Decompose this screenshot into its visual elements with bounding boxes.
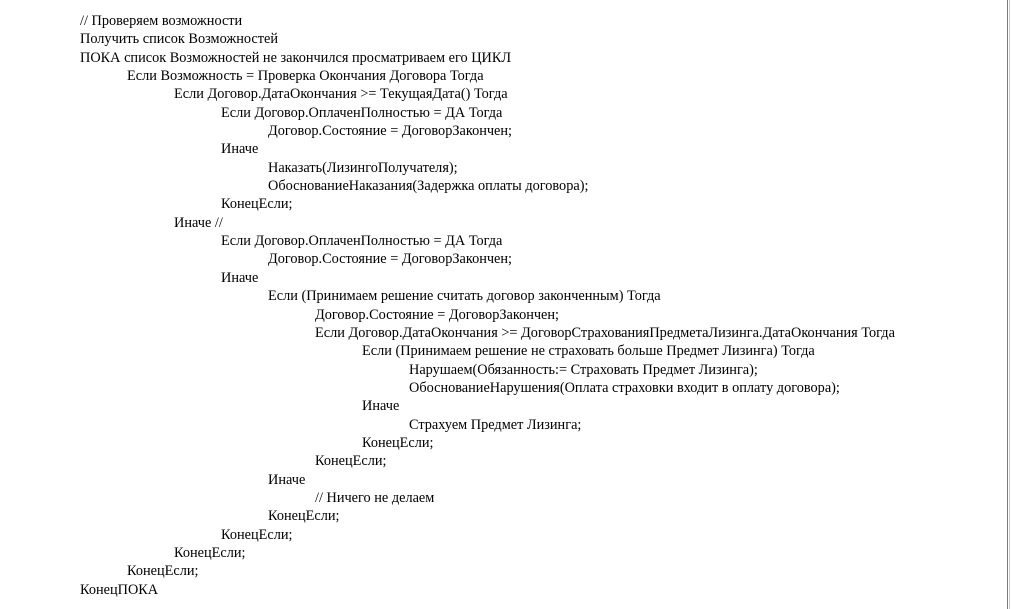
code-line: Иначе: [268, 471, 306, 488]
code-line: Иначе: [362, 398, 400, 415]
code-line: КонецЕсли;: [362, 434, 434, 451]
code-line: Договор.Состояние = ДоговорЗакончен;: [315, 306, 560, 323]
page-edge-shadow: [1007, 0, 1008, 609]
code-line: Иначе //: [174, 214, 223, 231]
code-line: Если (Принимаем решение не страховать больше Предмет Лизинга) Тогда: [362, 343, 815, 360]
code-line: ПОКА список Возможностей не закончился просматриваем его ЦИКЛ: [80, 49, 512, 66]
code-line: КонецЕсли;: [174, 544, 246, 561]
code-line: Иначе: [221, 269, 259, 286]
code-line: Если (Принимаем решение считать договор законченным) Тогда: [268, 288, 661, 305]
pseudocode-block: [80, 12, 895, 599]
code-line: Если Договор.ДатаОкончания >= ТекущаяДата() Тогда: [174, 86, 508, 103]
code-line: Договор.Состояние = ДоговорЗакончен;: [268, 123, 513, 140]
code-line: Договор.Состояние = ДоговорЗакончен;: [268, 251, 513, 268]
code-line: Если Договор.ОплаченПолностью = ДА Тогда: [221, 233, 503, 250]
code-line: Если Договор.ДатаОкончания >= ДоговорСтрахованияПредметаЛизинга.ДатаОкончания Тогда: [315, 324, 895, 341]
page-edge-highlight: [1009, 0, 1010, 609]
code-line: ОбоснованиеНаказания(Задержка оплаты договора);: [268, 178, 589, 195]
code-line: Наказать(ЛизингоПолучателя);: [268, 159, 458, 176]
code-line: КонецЕсли;: [127, 563, 199, 580]
code-line: Получить список Возможностей: [80, 31, 279, 48]
code-line: Если Возможность = Проверка Окончания Договора Тогда: [127, 68, 484, 85]
code-line: КонецЕсли;: [315, 453, 387, 470]
code-line: Нарушаем(Обязанность:= Страховать Предмет Лизинга);: [409, 361, 758, 378]
code-line: КонецПОКА: [80, 581, 159, 598]
code-line: // Ничего не делаем: [315, 489, 435, 506]
code-line: // Проверяем возможности: [80, 13, 243, 29]
code-line: Иначе: [221, 141, 259, 158]
code-line: КонецЕсли;: [268, 508, 340, 525]
code-line: КонецЕсли;: [221, 526, 293, 543]
code-line: Если Договор.ОплаченПолностью = ДА Тогда: [221, 104, 503, 121]
code-line: ОбоснованиеНарушения(Оплата страховки входит в оплату договора);: [409, 379, 840, 396]
code-line: КонецЕсли;: [221, 196, 293, 213]
code-line: Страхуем Предмет Лизинга;: [409, 416, 582, 433]
